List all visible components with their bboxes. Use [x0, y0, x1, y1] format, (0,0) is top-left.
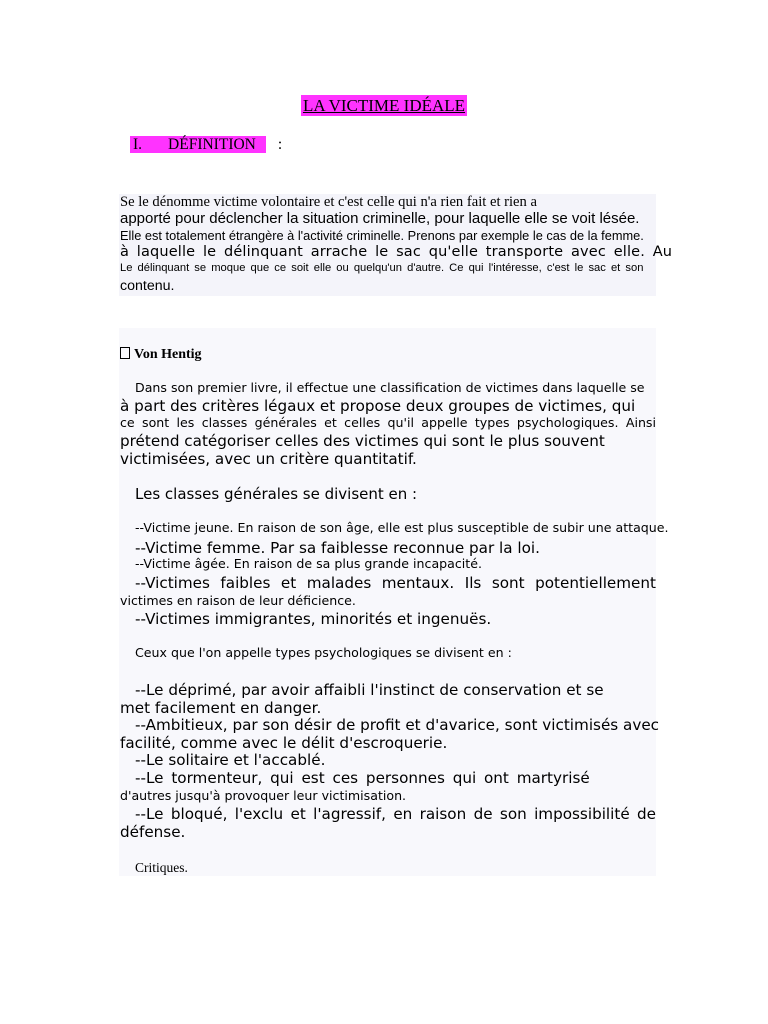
intro-line: victimisées, avec un critère quantitatif.: [120, 450, 417, 468]
definition-block: [119, 194, 673, 296]
general-class-item: victimes en raison de leur déficience.: [120, 593, 356, 608]
general-class-item: --Victime jeune. En raison de son âge, elle est plus susceptible de subir une attaque.: [135, 520, 669, 535]
psychological-type-item: facilité, comme avec le délit d'escroquerie.: [120, 734, 448, 752]
psychological-type-item: d'autres jusqu'à provoquer leur victimisation.: [120, 788, 407, 803]
definition-line: Le délinquant se moque que ce soit elle ou quelqu'un d'autre. Ce qui l'intéresse, c'est le sac et son: [120, 262, 644, 274]
section-label: DÉFINITION: [168, 136, 266, 153]
definition-line: Se le dénomme victime volontaire et c'est celle qui n'a rien fait et rien a: [120, 194, 537, 210]
general-class-item: --Victime âgée. En raison de sa plus grande incapacité.: [135, 556, 482, 571]
psychological-type-item: --Le solitaire et l'accablé.: [135, 751, 326, 769]
definition-line: contenu.: [120, 278, 175, 294]
document-title: LA VICTIME IDÉALE: [302, 96, 466, 115]
definition-line: Elle est totalement étrangère à l'activité criminelle. Prenons par exemple le cas de la femme.: [120, 228, 644, 243]
definition-line: à laquelle le délinquant arrache le sac qu'elle transporte avec elle. Au: [120, 244, 673, 260]
content-block: [119, 328, 669, 876]
general-class-item: --Victimes faibles et malades mentaux. Ils sont potentiellement: [135, 574, 656, 592]
intro-line: ce sont les classes générales et celles qu'il appelle types psychologiques. Ainsi: [120, 415, 656, 430]
critiques-heading: Critiques.: [135, 860, 188, 875]
psychological-type-item: met facilement en danger.: [120, 699, 322, 717]
section-colon: :: [277, 136, 283, 153]
definition-line: apporté pour déclencher la situation criminelle, pour laquelle elle se voit lésée.: [120, 210, 640, 227]
psychological-type-item: défense.: [120, 823, 186, 841]
intro-line: prétend catégoriser celles des victimes qui sont le plus souvent: [120, 432, 605, 450]
general-class-item: --Victimes immigrantes, minorités et ingenuës.: [135, 610, 492, 628]
psychological-type-item: --Le bloqué, l'exclu et l'agressif, en raison de son impossibilité de: [135, 805, 656, 823]
intro-line: Dans son premier livre, il effectue une classification de victimes dans laquelle se: [135, 380, 645, 395]
psychological-types-heading: Ceux que l'on appelle types psychologiques se divisent en :: [135, 645, 512, 660]
psychological-type-item: --Le tormenteur, qui est ces personnes qui ont martyrisé: [135, 769, 590, 787]
general-classes-heading: Les classes générales se divisent en :: [135, 485, 418, 503]
section-number: I.: [130, 136, 168, 153]
psychological-type-item: --Le déprimé, par avoir affaibli l'instinct de conservation et se: [135, 681, 604, 699]
intro-line: à part des critères légaux et propose deux groupes de victimes, qui: [120, 397, 636, 415]
general-class-item: --Victime femme. Par sa faiblesse reconnue par la loi.: [135, 539, 540, 557]
psychological-type-item: --Ambitieux, par son désir de profit et d'avarice, sont victimisés avec: [135, 716, 660, 734]
hentig-heading: Von Hentig: [120, 347, 202, 363]
checkbox-glyph-icon: [120, 347, 130, 359]
section-heading: [130, 136, 282, 154]
